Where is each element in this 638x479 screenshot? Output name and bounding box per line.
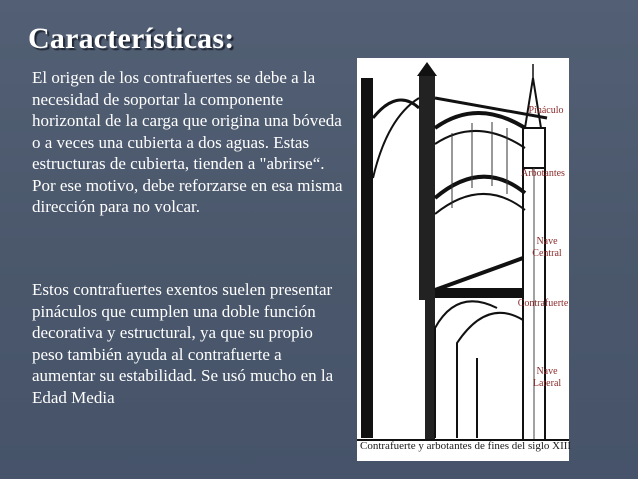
slide-title: Características: — [28, 22, 235, 55]
figure-caption: Contrafuerte y arbotantes de fines del siglo XIII — [360, 440, 572, 452]
label-nave-lateral-1: Nave — [536, 366, 558, 377]
buttress-illustration — [357, 58, 572, 461]
paragraph-pinnacles: Estos contrafuertes exentos suelen presentar pináculos que cumplen una doble función decorativa y estructural, ya que su propio peso también ayuda al contrafuerte a aumentar su estabilidad. Se usó mucho en la Edad Media — [32, 280, 334, 407]
label-arbotantes: Arbotantes — [521, 168, 565, 179]
paragraph-origin: El origen de los contrafuertes se debe a la necesidad de soportar la componente horizontal de la carga que origina una bóveda o a veces una cubierta a dos aguas. Estas estructuras de cubierta, tienden a "abrirse“. Por ese motivo, debe reforzarse en esa misma dirección para no volcar. — [32, 68, 343, 216]
label-pinaculo: Pináculo — [528, 105, 564, 116]
label-contrafuerte: Contrafuerte — [517, 298, 569, 309]
label-nave-central-1: Nave — [536, 236, 558, 247]
label-nave-lateral-2: Lateral — [532, 378, 562, 389]
buttress-drawing — [357, 58, 572, 461]
label-nave-central-2: Central — [532, 248, 562, 259]
